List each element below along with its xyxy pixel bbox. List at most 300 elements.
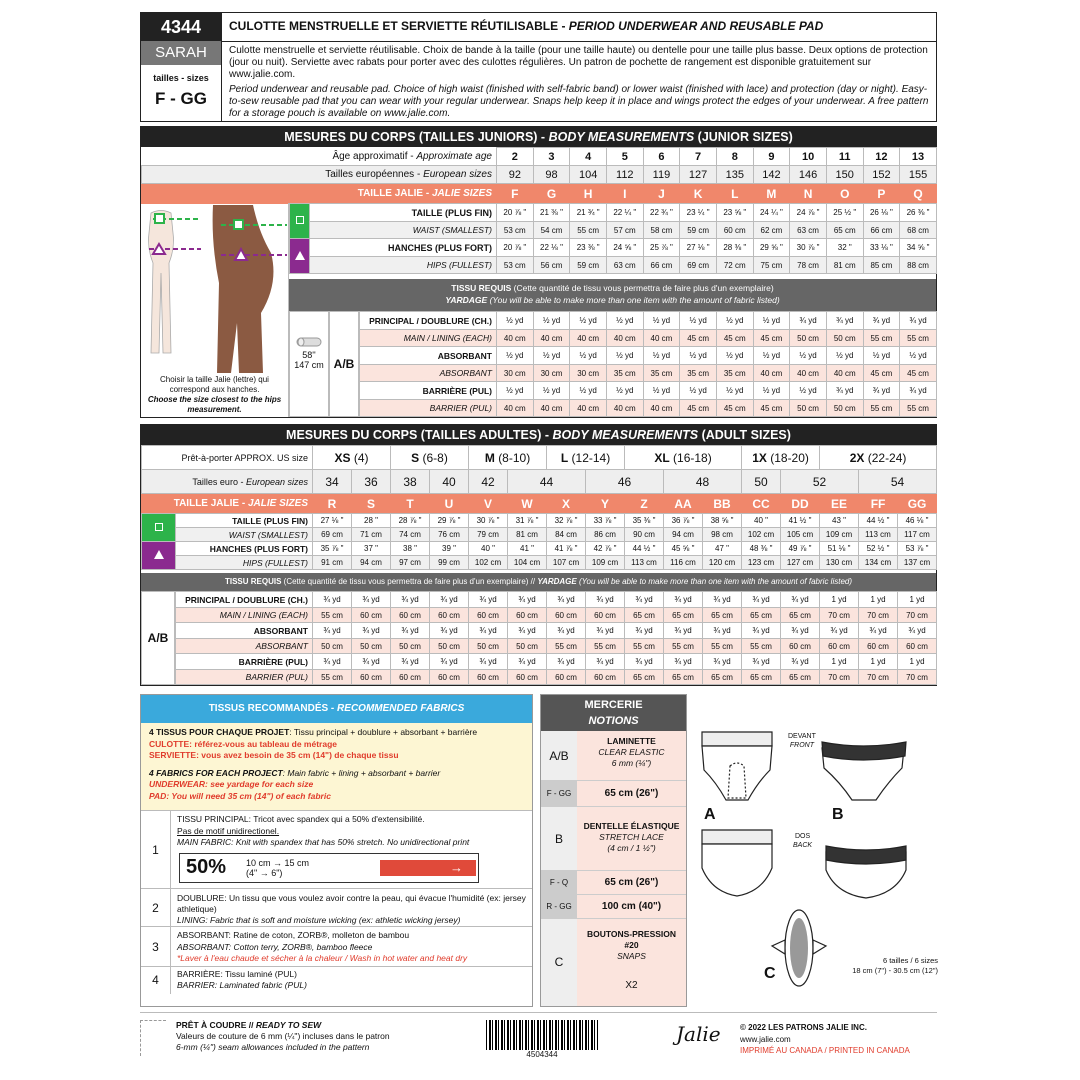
junior-waist-in: 23 ¼ " (680, 204, 717, 222)
adult-waist-cm: 84 cm (547, 528, 586, 542)
hips-label-en: HIPS (FULLEST) (176, 556, 313, 570)
junior-bar-cm: 40 cm (497, 400, 534, 417)
hip-marker-icon (154, 550, 164, 559)
adult-hips-cm: 113 cm (625, 556, 664, 570)
adult-abs-cm: 50 cm (430, 639, 469, 654)
junior-age: 9 (753, 148, 790, 166)
fabric-row-absorbent: 3 ABSORBANT: Ratine de coton, ZORB®, molleton de bambou ABSORBANT: Cotton terry, ZORB®, bamboo fleece *Laver à l'eau chaude et sécher à la chaleur / Wash in hot water and heat dry (141, 927, 532, 967)
junior-jalie-size: F (497, 184, 534, 204)
junior-age: 8 (716, 148, 753, 166)
junior-bar-yd: ½ yd (716, 382, 753, 400)
adult-jalie-size: GG (898, 494, 937, 514)
junior-bar-yd: ½ yd (606, 382, 643, 400)
junior-bar-yd: ½ yd (497, 382, 534, 400)
adult-waist-in: 46 ⅛ " (898, 514, 937, 528)
adult-abs-yd: ¾ yd (898, 623, 937, 639)
junior-hips-cm: 81 cm (826, 257, 863, 274)
adult-waist-cm: 98 cm (703, 528, 742, 542)
junior-main-yd: ½ yd (606, 312, 643, 330)
jalie-size-label: TAILLE JALIE - JALIE SIZES (142, 184, 497, 204)
adult-bar-cm: 60 cm (508, 670, 547, 685)
junior-abs-cm: 40 cm (826, 365, 863, 382)
adult-bar-cm: 65 cm (703, 670, 742, 685)
adult-waist-in: 29 ⅞ " (430, 514, 469, 528)
junior-age: 7 (680, 148, 717, 166)
waist-label-en: WAIST (SMALLEST) (310, 222, 497, 239)
adult-main-yd: ¾ yd (313, 592, 352, 608)
adult-abs-yd: ¾ yd (313, 623, 352, 639)
junior-hips-in: 20 ⅞ " (497, 239, 534, 257)
junior-hips-cm: 53 cm (497, 257, 534, 274)
junior-yardage-header: TISSU REQUIS (Cette quantité de tissu vous permettra de faire plus d'un exemplaire) YARDAGE (You will be able to make more than one item with the amount of fabric listed) (289, 279, 936, 311)
waist-label-en: WAIST (SMALLEST) (176, 528, 313, 542)
junior-bar-cm: 45 cm (680, 400, 717, 417)
adult-abs-cm: 55 cm (742, 639, 781, 654)
adult-bar-yd: 1 yd (859, 654, 898, 670)
adult-main-yd: ¾ yd (469, 592, 508, 608)
junior-hips-in: 27 ⅛ " (680, 239, 717, 257)
hips-label: HANCHES (PLUS FORT) (310, 239, 497, 257)
euro-label: Tailles européennes - European sizes (142, 166, 497, 184)
junior-waist-cm: 68 cm (900, 222, 937, 239)
adult-hips-cm: 107 cm (547, 556, 586, 570)
adult-hips-cm: 104 cm (508, 556, 547, 570)
adult-abs-yd: ¾ yd (781, 623, 820, 639)
junior-age: 12 (863, 148, 900, 166)
rtw-size: 2X (22-24) (820, 446, 937, 470)
adult-jalie-size: AA (664, 494, 703, 514)
view-a-label: A (704, 806, 716, 823)
adult-abs-yd: ¾ yd (352, 623, 391, 639)
adult-bar-cm: 60 cm (391, 670, 430, 685)
junior-main-cm: 40 cm (643, 330, 680, 347)
junior-abs-yd: ½ yd (826, 347, 863, 365)
junior-waist-cm: 54 cm (533, 222, 570, 239)
adult-abs-cm: 50 cm (313, 639, 352, 654)
pattern-title: CULOTTE MENSTRUELLE ET SERVIETTE RÉUTILISABLE - PERIOD UNDERWEAR AND REUSABLE PAD (229, 19, 824, 33)
junior-euro: 92 (497, 166, 534, 184)
junior-waist-cm: 53 cm (497, 222, 534, 239)
junior-jalie-size: Q (900, 184, 937, 204)
junior-abs-cm: 35 cm (643, 365, 680, 382)
junior-hips-cm: 59 cm (570, 257, 607, 274)
junior-size-table (141, 147, 937, 204)
header (140, 12, 937, 122)
junior-main-yd: ½ yd (680, 312, 717, 330)
junior-abs-cm: 40 cm (753, 365, 790, 382)
junior-main-yd: ¾ yd (863, 312, 900, 330)
adult-bar-cm: 55 cm (313, 670, 352, 685)
adult-main-cm: 70 cm (898, 608, 937, 623)
junior-waist-cm: 55 cm (570, 222, 607, 239)
adult-abs-yd: ¾ yd (508, 623, 547, 639)
adult-euro: 52 (781, 470, 859, 494)
adult-main-cm: 60 cm (469, 608, 508, 623)
junior-jalie-size: L (716, 184, 753, 204)
adult-bar-yd: ¾ yd (742, 654, 781, 670)
junior-waist-in: 26 ⅛ " (863, 204, 900, 222)
adult-bar-cm: 60 cm (352, 670, 391, 685)
junior-age: 2 (497, 148, 534, 166)
junior-abs-cm: 35 cm (716, 365, 753, 382)
junior-bar-cm: 40 cm (606, 400, 643, 417)
junior-hips-in: 28 ⅜ " (716, 239, 753, 257)
adult-jalie-size: R (313, 494, 352, 514)
adult-hips-in: 40 " (469, 542, 508, 556)
view-c-label: C (764, 965, 776, 982)
adult-bar-cm: 65 cm (664, 670, 703, 685)
adult-abs-yd: ¾ yd (664, 623, 703, 639)
junior-jalie-size: G (533, 184, 570, 204)
junior-hips-in: 23 ⅜ " (570, 239, 607, 257)
adult-waist-cm: 76 cm (430, 528, 469, 542)
adult-abs-cm: 55 cm (586, 639, 625, 654)
junior-abs-yd: ½ yd (533, 347, 570, 365)
junior-main-cm: 40 cm (497, 330, 534, 347)
junior-main-yd: ½ yd (716, 312, 753, 330)
fabrics-intro: 4 TISSUS POUR CHAQUE PROJET: Tissu principal + doublure + absorbant + barrière CULOTTE: référez-vous au tableau de métrage SERVIETTE: vous avez besoin de 35 cm (14") de chaque tissu 4 FABRICS FOR EACH PROJECT: Main fabric + lining + absorbant + barrier UNDERWEAR: see yardage for each size PAD: You will need 35 cm (14") of each fabric (141, 723, 532, 811)
junior-bar-yd: ½ yd (680, 382, 717, 400)
adult-main-yd: 1 yd (859, 592, 898, 608)
view-b-front-icon (822, 742, 906, 800)
barrier-label: BARRIÈRE (PUL) (176, 654, 313, 670)
adult-hips-in: 38 " (391, 542, 430, 556)
junior-euro: 146 (790, 166, 827, 184)
adult-jalie-size: CC (742, 494, 781, 514)
junior-hips-cm: 88 cm (900, 257, 937, 274)
junior-main-cm: 45 cm (716, 330, 753, 347)
adult-abs-yd: ¾ yd (391, 623, 430, 639)
junior-abs-cm: 30 cm (570, 365, 607, 382)
junior-bar-yd: ½ yd (533, 382, 570, 400)
adult-hips-in: 47 " (703, 542, 742, 556)
adult-abs-yd: ¾ yd (430, 623, 469, 639)
rtw-size: S (6-8) (391, 446, 469, 470)
adult-waist-in: 44 ½ " (859, 514, 898, 528)
adult-main-yd: ¾ yd (352, 592, 391, 608)
barrier-label-en: BARRIER (PUL) (360, 400, 497, 417)
junior-ab-label: A/B (329, 311, 359, 417)
junior-hips-cm: 72 cm (716, 257, 753, 274)
junior-abs-yd: ½ yd (570, 347, 607, 365)
adult-waist-cm: 81 cm (508, 528, 547, 542)
junior-euro: 98 (533, 166, 570, 184)
pattern-name: SARAH (141, 41, 221, 65)
adult-waist-cm: 90 cm (625, 528, 664, 542)
adult-bar-yd: ¾ yd (430, 654, 469, 670)
adult-main-cm: 60 cm (352, 608, 391, 623)
adult-jalie-size: FF (859, 494, 898, 514)
junior-abs-cm: 40 cm (790, 365, 827, 382)
junior-abs-yd: ½ yd (606, 347, 643, 365)
junior-main-cm: 40 cm (533, 330, 570, 347)
junior-bar-cm: 40 cm (643, 400, 680, 417)
adult-abs-yd: ¾ yd (469, 623, 508, 639)
junior-hips-in: 32 " (826, 239, 863, 257)
adult-abs-cm: 50 cm (352, 639, 391, 654)
adult-bar-yd: ¾ yd (469, 654, 508, 670)
fabric-row-lining: 2 DOUBLURE: Un tissu que vous voulez avoir contre la peau, qui évacue l'humidité (ex: jersey athletique) LINING: Fabric that is soft and moisture wicking (ex: athletic wicking jersey) (141, 889, 532, 927)
adult-bar-cm: 65 cm (781, 670, 820, 685)
copyright-info: © 2022 LES PATRONS JALIE INC. www.jalie.com IMPRIMÉ AU CANADA / PRINTED IN CANADA (740, 1023, 910, 1055)
adult-waist-in: 36 ⅞ " (664, 514, 703, 528)
junior-jalie-size: O (826, 184, 863, 204)
junior-waist-in: 21 ⅜ " (533, 204, 570, 222)
fabrics-panel (140, 694, 533, 1007)
absorbent-label-en: ABSORBANT (176, 639, 313, 654)
euro-label: Tailles euro - European sizes (142, 470, 313, 494)
adult-main-yd: ¾ yd (781, 592, 820, 608)
adult-bar-cm: 60 cm (430, 670, 469, 685)
junior-waist-cm: 60 cm (716, 222, 753, 239)
adult-bar-cm: 70 cm (898, 670, 937, 685)
adult-waist-cm: 109 cm (820, 528, 859, 542)
adult-bar-yd: ¾ yd (703, 654, 742, 670)
adult-hips-in: 35 ⅞ " (313, 542, 352, 556)
junior-abs-cm: 45 cm (900, 365, 937, 382)
junior-bar-cm: 45 cm (753, 400, 790, 417)
junior-hips-cm: 78 cm (790, 257, 827, 274)
junior-euro: 152 (863, 166, 900, 184)
junior-bar-cm: 50 cm (826, 400, 863, 417)
view-b-label: B (832, 806, 844, 823)
junior-waist-cm: 66 cm (863, 222, 900, 239)
stretch-gauge: 50% 10 cm → 15 cm (4" → 6") → (179, 853, 479, 883)
adult-section (140, 424, 937, 686)
junior-bar-cm: 50 cm (790, 400, 827, 417)
adult-main-cm: 70 cm (859, 608, 898, 623)
adult-hips-in: 42 ⅞ " (586, 542, 625, 556)
adult-hips-cm: 130 cm (820, 556, 859, 570)
adult-main-cm: 65 cm (742, 608, 781, 623)
junior-main-yd: ¾ yd (900, 312, 937, 330)
junior-main-yd: ½ yd (497, 312, 534, 330)
adult-waist-cm: 69 cm (313, 528, 352, 542)
junior-age: 11 (826, 148, 863, 166)
notions-title: MERCERIE NOTIONS (541, 695, 686, 731)
jalie-logo: Jalie (676, 1022, 721, 1046)
adult-main-cm: 60 cm (547, 608, 586, 623)
adult-hips-in: 53 ⅞ " (898, 542, 937, 556)
side-figure-icon (213, 205, 287, 373)
adult-bar-cm: 60 cm (469, 670, 508, 685)
adult-abs-yd: ¾ yd (742, 623, 781, 639)
adult-bar-yd: ¾ yd (352, 654, 391, 670)
junior-main-yd: ¾ yd (790, 312, 827, 330)
adult-euro: 38 (391, 470, 430, 494)
adult-euro: 34 (313, 470, 352, 494)
jalie-size-label: TAILLE JALIE - JALIE SIZES (142, 494, 313, 514)
pattern-number: 4344 (141, 13, 221, 41)
adult-hips-in: 41 ⅞ " (547, 542, 586, 556)
adult-main-yd: ¾ yd (508, 592, 547, 608)
adult-hips-in: 52 ½ " (859, 542, 898, 556)
adult-bar-yd: ¾ yd (586, 654, 625, 670)
fabric-row-main: 1 TISSU PRINCIPAL: Tricot avec spandex qui a 50% d'extensibilité. Pas de motif unidirectionel. MAIN FABRIC: Knit with spandex that has 50% stretch. No unidirectional print 50% 10 cm → 15 cm (4" → 6") → (141, 811, 532, 889)
adult-main-yd: ¾ yd (586, 592, 625, 608)
junior-main-cm: 55 cm (863, 330, 900, 347)
adult-euro: 44 (508, 470, 586, 494)
adult-bar-yd: ¾ yd (547, 654, 586, 670)
junior-age: 3 (533, 148, 570, 166)
rtw-size: 1X (18-20) (742, 446, 820, 470)
junior-waist-in: 22 ¾ " (643, 204, 680, 222)
adult-hips-in: 44 ½ " (625, 542, 664, 556)
adult-bar-cm: 65 cm (625, 670, 664, 685)
adult-abs-cm: 50 cm (508, 639, 547, 654)
waist-marker-icon (155, 523, 163, 531)
description-fr: Culotte menstruelle et serviette réutilisable. Choix de bande à la taille (pour une taille haute) ou dentelle pour une taille plus basse. Deux options de protection (jour ou nuit). Serviette avec rabats pour porter avec des culottes régulières. Un patron de pochette de rangement est disponible gratuitement sur www.jalie.com. (229, 45, 928, 80)
junior-abs-yd: ½ yd (643, 347, 680, 365)
adult-waist-in: 38 ⅝ " (703, 514, 742, 528)
adult-jalie-size: X (547, 494, 586, 514)
adult-waist-cm: 71 cm (352, 528, 391, 542)
adult-waist-in: 43 " (820, 514, 859, 528)
adult-hips-in: 49 ⅞ " (781, 542, 820, 556)
junior-euro: 112 (606, 166, 643, 184)
junior-abs-cm: 35 cm (606, 365, 643, 382)
adult-hips-cm: 97 cm (391, 556, 430, 570)
adult-waist-cm: 94 cm (664, 528, 703, 542)
adult-main-yd: 1 yd (898, 592, 937, 608)
junior-waist-in: 21 ¾ " (570, 204, 607, 222)
junior-hips-cm: 69 cm (680, 257, 717, 274)
junior-bar-cm: 55 cm (900, 400, 937, 417)
adult-ab-label: A/B (141, 591, 175, 685)
adult-waist-in: 32 ⅞ " (547, 514, 586, 528)
adult-main-yd: ¾ yd (430, 592, 469, 608)
junior-abs-yd: ½ yd (900, 347, 937, 365)
adult-waist-cm: 105 cm (781, 528, 820, 542)
adult-waist-in: 27 ⅛ " (313, 514, 352, 528)
adult-yardage-table (175, 591, 937, 685)
junior-waist-in: 25 ½ " (826, 204, 863, 222)
rtw-size: XS (4) (313, 446, 391, 470)
junior-jalie-size: K (680, 184, 717, 204)
adult-bar-yd: ¾ yd (781, 654, 820, 670)
adult-hips-cm: 109 cm (586, 556, 625, 570)
junior-age: 4 (570, 148, 607, 166)
adult-main-cm: 65 cm (703, 608, 742, 623)
adult-hips-cm: 94 cm (352, 556, 391, 570)
adult-bar-yd: ¾ yd (391, 654, 430, 670)
absorbent-label: ABSORBANT (176, 623, 313, 639)
junior-abs-yd: ½ yd (753, 347, 790, 365)
adult-bar-cm: 60 cm (547, 670, 586, 685)
adult-measure-table (141, 513, 937, 570)
adult-bar-cm: 70 cm (820, 670, 859, 685)
junior-age: 13 (900, 148, 937, 166)
rtw-size: XL (16-18) (625, 446, 742, 470)
adult-euro: 50 (742, 470, 781, 494)
junior-hips-cm: 85 cm (863, 257, 900, 274)
junior-hips-cm: 66 cm (643, 257, 680, 274)
adult-abs-yd: ¾ yd (820, 623, 859, 639)
adult-hips-cm: 127 cm (781, 556, 820, 570)
junior-bar-yd: ¾ yd (863, 382, 900, 400)
adult-size-table (141, 445, 937, 514)
fabrics-title: TISSUS RECOMMANDÉS - RECOMMENDED FABRICS (141, 695, 532, 723)
junior-hips-in: 29 ⅝ " (753, 239, 790, 257)
junior-main-cm: 50 cm (790, 330, 827, 347)
adult-waist-in: 33 ⅞ " (586, 514, 625, 528)
main-label-en: MAIN / LINING (EACH) (176, 608, 313, 623)
adult-hips-cm: 99 cm (430, 556, 469, 570)
junior-bar-yd: ¾ yd (900, 382, 937, 400)
junior-waist-in: 24 ⅞ " (790, 204, 827, 222)
adult-abs-cm: 55 cm (703, 639, 742, 654)
junior-jalie-size: J (643, 184, 680, 204)
adult-main-yd: ¾ yd (391, 592, 430, 608)
adult-hips-cm: 116 cm (664, 556, 703, 570)
pad-sizes: 6 tailles / 6 sizes 18 cm (7") - 30.5 cm (12") (852, 956, 938, 975)
adult-bar-yd: ¾ yd (625, 654, 664, 670)
adult-waist-in: 31 ⅞ " (508, 514, 547, 528)
sizes-range: F - GG (155, 89, 207, 108)
adult-bar-cm: 70 cm (859, 670, 898, 685)
view-b-back-icon (826, 846, 906, 898)
junior-euro: 119 (643, 166, 680, 184)
adult-abs-yd: ¾ yd (859, 623, 898, 639)
junior-abs-yd: ½ yd (680, 347, 717, 365)
junior-waist-in: 20 ⅞ " (497, 204, 534, 222)
adult-waist-cm: 113 cm (859, 528, 898, 542)
adult-main-yd: ¾ yd (625, 592, 664, 608)
junior-waist-cm: 63 cm (790, 222, 827, 239)
junior-abs-cm: 45 cm (863, 365, 900, 382)
fabric-roll: 58'' 147 cm (289, 311, 329, 417)
adult-waist-in: 35 ⅜ " (625, 514, 664, 528)
adult-waist-cm: 117 cm (898, 528, 937, 542)
junior-bar-cm: 40 cm (570, 400, 607, 417)
junior-main-yd: ½ yd (643, 312, 680, 330)
junior-bar-yd: ½ yd (643, 382, 680, 400)
adult-bar-yd: ¾ yd (508, 654, 547, 670)
adult-hips-in: 37 " (352, 542, 391, 556)
adult-waist-in: 28 " (352, 514, 391, 528)
junior-bar-cm: 55 cm (863, 400, 900, 417)
adult-abs-cm: 55 cm (547, 639, 586, 654)
junior-bar-cm: 40 cm (533, 400, 570, 417)
junior-waist-in: 26 ⅜ " (900, 204, 937, 222)
adult-abs-yd: ¾ yd (703, 623, 742, 639)
adult-waist-in: 30 ⅞ " (469, 514, 508, 528)
adult-euro: 46 (586, 470, 664, 494)
junior-hips-in: 30 ⅞ " (790, 239, 827, 257)
adult-abs-cm: 55 cm (664, 639, 703, 654)
adult-hips-cm: 91 cm (313, 556, 352, 570)
absorbent-label: ABSORBANT (360, 347, 497, 365)
seam-icon (140, 1020, 166, 1056)
junior-yardage-table (359, 311, 937, 417)
adult-jalie-size: Z (625, 494, 664, 514)
adult-waist-in: 40 " (742, 514, 781, 528)
junior-main-cm: 45 cm (680, 330, 717, 347)
adult-jalie-size: U (430, 494, 469, 514)
junior-waist-in: 22 ¼ " (606, 204, 643, 222)
description-en: Period underwear and reusable pad. Choice of high waist (finished with self-fabric band) or lower waist (finished with lace) and protection (day or night). Easy-to-sew reusable pad that you can wear with your regular underwear. Snaps help keep it in place and wings protect the edges of your underwear. A free pattern for a storage pouch is available on www.jalie.com. (229, 84, 929, 119)
sizes-label: tailles - sizes (153, 73, 209, 83)
junior-main-cm: 50 cm (826, 330, 863, 347)
adult-hips-cm: 102 cm (469, 556, 508, 570)
junior-hips-in: 25 ⅞ " (643, 239, 680, 257)
adult-bar-cm: 60 cm (586, 670, 625, 685)
junior-measure-table (289, 203, 937, 274)
adult-main-cm: 60 cm (586, 608, 625, 623)
barrier-label-en: BARRIER (PUL) (176, 670, 313, 685)
adult-main-cm: 70 cm (820, 608, 859, 623)
adult-jalie-size: Y (586, 494, 625, 514)
